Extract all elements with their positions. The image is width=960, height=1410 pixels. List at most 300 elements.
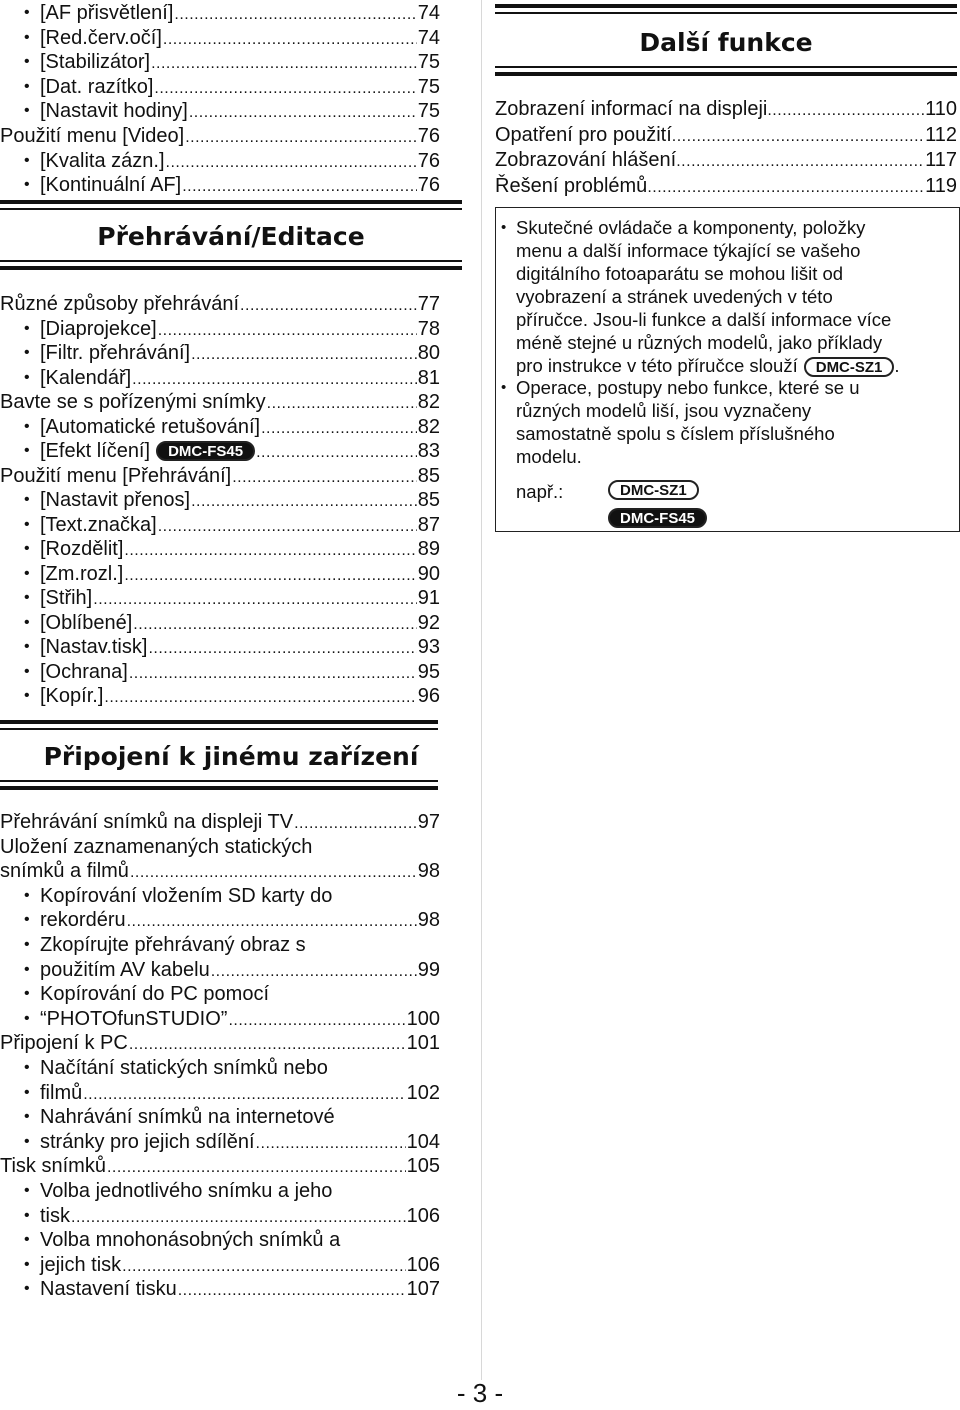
toc-row[interactable] bbox=[0, 1277, 440, 1301]
toc-label-text: [Nastavit přenos] bbox=[40, 489, 191, 511]
dot-leader bbox=[129, 662, 417, 686]
toc-page-number: 100 bbox=[406, 1007, 440, 1030]
toc-page-number: 117 bbox=[925, 149, 957, 171]
dot-leader bbox=[174, 3, 416, 27]
toc-label-text: Přehrávání snímků na displeji TV bbox=[0, 811, 294, 833]
bullet: • bbox=[24, 368, 30, 386]
toc-label bbox=[40, 415, 260, 439]
toc-row[interactable] bbox=[0, 173, 440, 197]
page-number: - 3 - bbox=[456, 1378, 504, 1408]
toc-row[interactable] bbox=[0, 635, 440, 659]
toc-label bbox=[40, 173, 181, 197]
section-header-other bbox=[495, 4, 957, 74]
dot-leader bbox=[256, 441, 417, 465]
example-badges bbox=[608, 480, 699, 500]
note-box bbox=[495, 207, 960, 532]
dot-leader bbox=[148, 637, 416, 661]
toc-page-number: 101 bbox=[406, 1032, 440, 1055]
toc-row[interactable] bbox=[0, 439, 440, 463]
toc-label-text: [Red.červ.očí] bbox=[40, 26, 162, 49]
toc-label-text: Kopírování vložením SD karty do bbox=[40, 884, 333, 907]
toc-row[interactable] bbox=[0, 1204, 440, 1228]
toc-page-number: 97 bbox=[417, 811, 440, 833]
note-item bbox=[501, 376, 946, 468]
toc-page-number: 98 bbox=[417, 860, 440, 883]
toc-page-number: 77 bbox=[417, 293, 440, 315]
header-rule bbox=[0, 260, 462, 262]
toc-row[interactable] bbox=[0, 1, 440, 25]
toc-row[interactable] bbox=[0, 810, 440, 834]
bullet: • bbox=[24, 540, 30, 557]
dot-leader bbox=[267, 392, 417, 416]
toc-label bbox=[40, 488, 190, 512]
bullet: • bbox=[24, 53, 30, 71]
toc-label-text: Načítání statických snímků nebo bbox=[40, 1057, 328, 1079]
toc-label-line bbox=[0, 1056, 480, 1080]
dot-leader bbox=[191, 343, 417, 367]
toc-label bbox=[40, 537, 123, 561]
dot-leader bbox=[151, 52, 417, 76]
toc-label-text: Volba mnohonásobných snímků a bbox=[40, 1229, 341, 1252]
dot-leader bbox=[189, 101, 417, 125]
note-line bbox=[516, 354, 946, 377]
dot-leader bbox=[256, 1132, 406, 1156]
header-rule bbox=[0, 720, 438, 724]
toc-page-number: 93 bbox=[417, 636, 440, 658]
bullet: • bbox=[24, 4, 30, 21]
toc-label-text: Nastavení tisku bbox=[40, 1278, 177, 1301]
dot-leader bbox=[240, 294, 417, 318]
toc-row[interactable] bbox=[0, 488, 440, 512]
toc-label-text: rekordéru bbox=[40, 909, 126, 932]
bullet: • bbox=[24, 102, 30, 120]
toc-label bbox=[40, 1081, 82, 1105]
toc-page-number: 96 bbox=[417, 685, 440, 707]
toc-label bbox=[40, 1007, 227, 1031]
toc-label-text: [Automatické retušování] bbox=[40, 415, 261, 438]
bullet: • bbox=[24, 911, 30, 929]
dot-leader bbox=[71, 1206, 406, 1230]
toc-row[interactable] bbox=[0, 366, 440, 390]
dot-leader bbox=[130, 861, 417, 885]
toc-row[interactable] bbox=[0, 50, 440, 74]
note-line: různých modelů liší, jsou vyznačeny bbox=[516, 400, 812, 421]
toc-label bbox=[40, 75, 153, 99]
bullet: • bbox=[24, 151, 30, 169]
toc-row[interactable] bbox=[495, 148, 957, 172]
toc-row[interactable] bbox=[0, 513, 440, 537]
toc-label bbox=[0, 859, 129, 883]
toc-label bbox=[0, 390, 266, 414]
toc-page-number: 76 bbox=[417, 174, 440, 197]
dot-leader bbox=[154, 77, 416, 101]
toc-label-text: [Efekt líčení] bbox=[40, 440, 151, 462]
toc-label-text: Použití menu [Přehrávání] bbox=[0, 464, 232, 487]
dot-leader bbox=[127, 910, 417, 934]
toc-page-number: 102 bbox=[406, 1081, 440, 1104]
dot-leader bbox=[228, 1009, 405, 1033]
toc-label-text: [Ochrana] bbox=[40, 660, 128, 683]
header-rule bbox=[0, 786, 438, 790]
section-title: Přehrávání/Editace bbox=[97, 222, 365, 251]
dot-leader bbox=[104, 686, 416, 710]
toc-row[interactable] bbox=[0, 26, 440, 50]
note-line: digitálního fotoaparátu se mohou lišit od bbox=[516, 263, 844, 284]
toc-label-text: Zkopírujte přehrávaný obraz s bbox=[40, 934, 306, 956]
toc-label bbox=[40, 635, 147, 659]
dot-leader bbox=[124, 564, 416, 588]
toc-row[interactable] bbox=[0, 537, 440, 561]
dot-leader bbox=[232, 466, 417, 490]
toc-label bbox=[40, 1253, 121, 1277]
toc-label-text: Nahrávání snímků na internetové bbox=[40, 1106, 335, 1129]
toc-label-text: [Nastavit hodiny] bbox=[40, 100, 188, 123]
toc-row[interactable] bbox=[0, 99, 440, 123]
model-badge: DMC-SZ1 bbox=[608, 480, 699, 500]
toc-page-number: 91 bbox=[417, 587, 440, 609]
toc-label-text: Volba jednotlivého snímku a jeho bbox=[40, 1180, 333, 1202]
toc-page-number: 76 bbox=[417, 149, 440, 172]
toc-label-text: [Kalendář] bbox=[40, 366, 132, 389]
toc-label bbox=[40, 439, 255, 463]
model-badge: DMC-FS45 bbox=[608, 508, 707, 528]
dot-leader bbox=[767, 99, 925, 123]
note-paragraph bbox=[516, 216, 946, 377]
toc-label bbox=[40, 341, 190, 365]
toc-row[interactable] bbox=[0, 1031, 440, 1055]
toc-label-text: [Diaprojekce] bbox=[40, 317, 157, 340]
bullet: • bbox=[24, 1231, 30, 1249]
toc-label bbox=[0, 1154, 106, 1178]
bullet: • bbox=[24, 442, 30, 459]
toc-page-number: 76 bbox=[417, 125, 440, 147]
toc-label bbox=[40, 1204, 70, 1228]
dot-leader bbox=[676, 150, 925, 174]
bullet: • bbox=[24, 344, 30, 361]
toc-label-text: Použití menu [Video] bbox=[0, 125, 185, 147]
toc-label bbox=[40, 513, 157, 537]
dot-leader bbox=[185, 126, 417, 150]
note-line: méně stejné u různých modelů, jako příklady bbox=[516, 332, 883, 353]
toc-label-text: tisk bbox=[40, 1204, 70, 1227]
dot-leader bbox=[211, 960, 417, 984]
bullet: • bbox=[24, 176, 30, 194]
dot-leader bbox=[122, 1255, 405, 1279]
toc-label-text: Uložení zaznamenaných statických bbox=[0, 835, 313, 858]
bullet: • bbox=[501, 219, 507, 236]
example-badges bbox=[608, 508, 707, 528]
toc-row[interactable] bbox=[0, 390, 440, 414]
section-header bbox=[0, 200, 462, 270]
bullet: • bbox=[24, 1182, 30, 1199]
toc-label bbox=[40, 562, 123, 586]
dot-leader bbox=[132, 368, 417, 392]
toc-page-number: 80 bbox=[417, 342, 440, 364]
note-line: menu a další informace týkající se vašeho bbox=[516, 240, 861, 261]
toc-row[interactable] bbox=[0, 1130, 440, 1154]
toc-row[interactable] bbox=[0, 292, 440, 316]
toc-page-number: 75 bbox=[417, 75, 440, 98]
bullet: • bbox=[24, 985, 30, 1003]
bullet: • bbox=[24, 936, 30, 953]
column-divider bbox=[481, 0, 482, 1380]
toc-label-text: Tisk snímků bbox=[0, 1155, 106, 1178]
toc-label-text: [Nastav.tisk] bbox=[40, 636, 148, 658]
dot-leader bbox=[158, 319, 417, 343]
toc-label-text: [Dat. razítko] bbox=[40, 75, 154, 98]
toc-page-number: 95 bbox=[417, 660, 440, 683]
toc-label-line bbox=[0, 835, 440, 859]
toc-row[interactable] bbox=[0, 124, 440, 148]
toc-row[interactable] bbox=[0, 1154, 440, 1178]
note-item bbox=[501, 216, 946, 377]
bullet: • bbox=[24, 638, 30, 655]
example-label: např.: bbox=[516, 481, 564, 502]
toc-page-number: 75 bbox=[417, 51, 440, 74]
toc-label-text: Bavte se s pořízenými snímky bbox=[0, 391, 266, 413]
bullet: • bbox=[24, 1009, 30, 1027]
toc-row[interactable] bbox=[0, 1007, 440, 1031]
toc-row[interactable] bbox=[0, 1081, 440, 1105]
note-line: samostatně spolu s číslem příslušného bbox=[516, 423, 835, 444]
note-paragraph bbox=[516, 376, 946, 468]
dot-leader bbox=[133, 613, 416, 637]
toc-label-text: filmů bbox=[40, 1081, 83, 1104]
bullet: • bbox=[24, 1108, 30, 1126]
toc-label: Řešení problémů bbox=[495, 174, 648, 197]
model-badge: DMC-SZ1 bbox=[804, 357, 895, 377]
note-line: Skutečné ovládače a komponenty, položky bbox=[516, 217, 866, 238]
toc-page-number: 85 bbox=[417, 489, 440, 511]
toc-row[interactable] bbox=[0, 1253, 440, 1277]
toc-label-line bbox=[0, 1105, 480, 1129]
toc-label bbox=[40, 586, 92, 610]
dot-leader bbox=[93, 588, 417, 612]
toc-label bbox=[40, 958, 210, 982]
bullet: • bbox=[24, 1132, 30, 1150]
toc-label bbox=[0, 1031, 128, 1055]
toc-page-number: 85 bbox=[417, 464, 440, 487]
toc-label bbox=[0, 292, 239, 316]
dot-leader bbox=[83, 1083, 405, 1107]
note-line-text: pro instrukce v této příručce slouží bbox=[516, 355, 798, 376]
toc-row[interactable] bbox=[0, 341, 440, 365]
toc-label bbox=[40, 908, 126, 932]
model-badge: DMC-FS45 bbox=[156, 441, 255, 461]
bullet: • bbox=[24, 319, 30, 337]
dot-leader bbox=[294, 812, 417, 836]
toc-label: Zobrazení informací na displeji bbox=[495, 98, 768, 120]
toc-row[interactable] bbox=[0, 317, 440, 341]
toc-page-number: 92 bbox=[417, 611, 440, 634]
toc-label-text: Různé způsoby přehrávání bbox=[0, 293, 240, 315]
toc-page-number: 75 bbox=[417, 100, 440, 123]
toc-label-text: [Oblíbené] bbox=[40, 611, 133, 634]
bullet: • bbox=[24, 1280, 30, 1298]
dot-leader bbox=[672, 125, 925, 149]
toc-row[interactable] bbox=[495, 174, 957, 198]
note-line: vyobrazení a stránek uvedených v této bbox=[516, 286, 833, 307]
toc-page-number: 98 bbox=[417, 909, 440, 932]
bullet: • bbox=[24, 564, 30, 582]
toc-row[interactable] bbox=[0, 149, 440, 173]
toc-label: Zobrazování hlášení bbox=[495, 149, 677, 171]
bullet: • bbox=[24, 687, 30, 704]
note-line: příručce. Jsou-li funkce a další informace více bbox=[516, 309, 892, 330]
toc-label-text: “PHOTOfunSTUDIO” bbox=[40, 1007, 228, 1030]
toc-page-number: 83 bbox=[417, 440, 440, 462]
toc-page-number: 82 bbox=[417, 415, 440, 438]
toc-row[interactable] bbox=[0, 415, 440, 439]
header-rule bbox=[0, 200, 462, 204]
toc-row[interactable] bbox=[0, 908, 440, 932]
header-rule bbox=[495, 12, 957, 14]
bullet: • bbox=[24, 1083, 30, 1101]
toc-label bbox=[40, 317, 157, 341]
toc-label-text: jejich tisk bbox=[40, 1253, 122, 1276]
header-rule bbox=[0, 208, 462, 210]
header-rule bbox=[495, 72, 957, 76]
toc-label-line bbox=[0, 933, 480, 957]
section-title: Připojení k jinému zařízení bbox=[43, 742, 419, 771]
bullet: • bbox=[24, 28, 30, 46]
toc-page-number: 106 bbox=[406, 1204, 440, 1227]
toc-page-number: 104 bbox=[406, 1130, 440, 1153]
toc-label bbox=[40, 1130, 255, 1154]
toc-row[interactable] bbox=[0, 859, 440, 883]
toc-page-number: 78 bbox=[417, 317, 440, 340]
toc-label-text: [Stabilizátor] bbox=[40, 51, 151, 74]
toc-label-line bbox=[0, 1228, 480, 1252]
toc-label-text: [Kopír.] bbox=[40, 685, 104, 707]
toc-label bbox=[40, 99, 188, 123]
toc-page-number: 74 bbox=[417, 2, 440, 24]
toc-label-text: použitím AV kabelu bbox=[40, 958, 210, 981]
dot-leader bbox=[182, 175, 417, 199]
dot-leader bbox=[178, 1279, 406, 1303]
toc-page-number: 99 bbox=[417, 958, 440, 981]
toc-page-number: 105 bbox=[406, 1155, 440, 1178]
dot-leader bbox=[158, 515, 417, 539]
bullet: • bbox=[24, 960, 30, 978]
toc-label-line bbox=[0, 982, 480, 1006]
toc-label-text: Kopírování do PC pomocí bbox=[40, 983, 270, 1006]
bullet: • bbox=[24, 1255, 30, 1273]
note-line-end: . bbox=[894, 355, 900, 376]
toc-page-number: 90 bbox=[417, 562, 440, 585]
toc-label bbox=[0, 124, 184, 148]
toc-label bbox=[0, 464, 231, 488]
toc-label-text: stránky pro jejich sdílění bbox=[40, 1130, 255, 1153]
toc-row[interactable] bbox=[0, 684, 440, 708]
dot-leader bbox=[261, 417, 417, 441]
section-header bbox=[0, 720, 462, 790]
dot-leader bbox=[124, 539, 416, 563]
bullet: • bbox=[24, 662, 30, 680]
toc-label-text: [AF přisvětlení] bbox=[40, 2, 174, 24]
header-rule bbox=[495, 66, 957, 68]
toc-row[interactable] bbox=[0, 958, 440, 982]
toc-label-line bbox=[0, 1179, 480, 1203]
toc-row[interactable] bbox=[0, 660, 440, 684]
bullet: • bbox=[24, 417, 30, 435]
note-line: modelu. bbox=[516, 446, 582, 467]
toc-page-number: 87 bbox=[417, 513, 440, 536]
toc-label bbox=[40, 50, 150, 74]
toc-row[interactable] bbox=[0, 562, 440, 586]
bullet: • bbox=[24, 77, 30, 95]
toc-page-number: 107 bbox=[406, 1278, 440, 1301]
toc-label-text: Připojení k PC bbox=[0, 1032, 128, 1055]
toc-label bbox=[0, 810, 293, 834]
toc-label-line bbox=[0, 884, 480, 908]
toc-page-number: 106 bbox=[406, 1253, 440, 1276]
toc-row[interactable] bbox=[0, 464, 440, 488]
toc-page-number: 112 bbox=[925, 123, 957, 146]
toc-label bbox=[40, 26, 162, 50]
toc-label bbox=[40, 1277, 177, 1301]
toc-label-text: [Kvalita zázn.] bbox=[40, 149, 165, 172]
header-rule bbox=[0, 266, 462, 270]
toc-label bbox=[40, 660, 128, 684]
header-rule bbox=[0, 728, 438, 730]
toc-row[interactable] bbox=[0, 586, 440, 610]
toc-page-number: 119 bbox=[925, 174, 957, 197]
bullet: • bbox=[501, 379, 507, 396]
bullet: • bbox=[24, 491, 30, 508]
toc-label bbox=[40, 684, 103, 708]
toc-page-number: 74 bbox=[417, 26, 440, 49]
dot-leader bbox=[166, 151, 417, 175]
section-title: Další funkce bbox=[639, 28, 813, 57]
bullet: • bbox=[24, 613, 30, 631]
bullet: • bbox=[24, 515, 30, 533]
toc-label-text: [Text.značka] bbox=[40, 513, 157, 536]
toc-label bbox=[40, 1, 173, 25]
toc-page-number: 82 bbox=[417, 391, 440, 413]
dot-leader bbox=[163, 28, 417, 52]
toc-label-text: snímků a filmů bbox=[0, 860, 129, 883]
toc-label-text: [Zm.rozl.] bbox=[40, 562, 124, 585]
dot-leader bbox=[107, 1156, 406, 1180]
toc-row[interactable] bbox=[495, 123, 957, 147]
toc-row[interactable] bbox=[0, 75, 440, 99]
toc-label: Opatření pro použití bbox=[495, 123, 672, 146]
bullet: • bbox=[24, 1206, 30, 1224]
toc-label-text: [Střih] bbox=[40, 587, 93, 609]
toc-label-text: [Rozdělit] bbox=[40, 538, 124, 560]
toc-label bbox=[40, 366, 131, 390]
toc-row[interactable] bbox=[0, 611, 440, 635]
bullet: • bbox=[24, 1059, 30, 1076]
toc-label bbox=[40, 149, 165, 173]
dot-leader bbox=[647, 176, 925, 200]
toc-page-number: 81 bbox=[417, 366, 440, 389]
header-rule bbox=[0, 780, 438, 782]
toc-page-number: 110 bbox=[925, 98, 957, 120]
bullet: • bbox=[24, 589, 30, 606]
dot-leader bbox=[191, 490, 417, 514]
header-rule bbox=[495, 4, 957, 8]
toc-row[interactable] bbox=[495, 97, 957, 121]
dot-leader bbox=[129, 1033, 406, 1057]
bullet: • bbox=[24, 886, 30, 904]
toc-page-number: 89 bbox=[417, 538, 440, 560]
toc-label-text: [Kontinuální AF] bbox=[40, 174, 182, 197]
toc-label bbox=[40, 611, 132, 635]
toc-label-text: [Filtr. přehrávání] bbox=[40, 342, 191, 364]
note-line: Operace, postupy nebo funkce, které se u bbox=[516, 377, 860, 398]
